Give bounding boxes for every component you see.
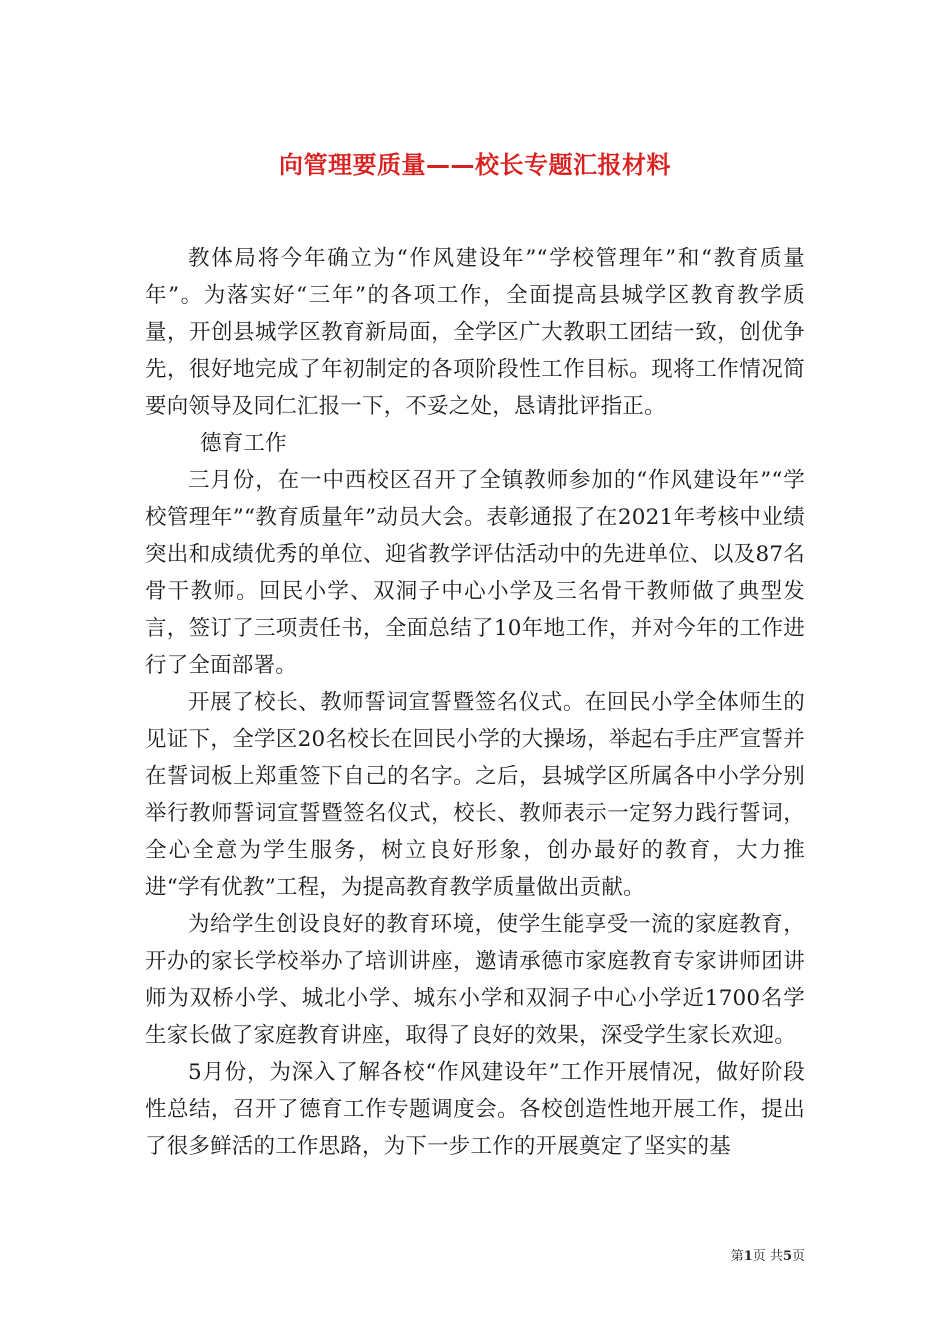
footer-suffix: 页 [791,1249,805,1264]
section-heading-moral-education: 德育工作 [200,431,287,456]
footer-prefix: 第 [730,1249,744,1264]
page-number-footer [700,1248,805,1266]
document-title: 向管理要质量——校长专题汇报材料 [279,151,671,180]
paragraph-may-meeting: 5月份，为深入了解各校“作风建设年”工作开展情况，做好阶段性总结，召开了德育工作专题调度会。各校创造性地开展工作，提出了很多鲜活的工作思路，为下一步工作的开展奠定了坚实的基 [145,1060,805,1159]
paragraph-oath-ceremony: 开展了校长、教师誓词宣誓暨签名仪式。在回民小学全体师生的见证下，全学区20名校长在回民小学的大操场，举起右手庄严宣誓并在誓词板上郑重签下自己的名字。之后，县城学区所属各中小学分别举行教师誓词宣誓暨签名仪式，校长、教师表示一定努力践行誓词，全心全意为学生服务，树立良好形象，创办最好的教育，大力推进“学有优教”工程，为提高教育教学质量做出贡献。 [145,690,805,900]
footer-middle: 页 共 [752,1249,783,1264]
footer-total-pages: 5 [782,1249,792,1264]
paragraph-march-meeting: 三月份，在一中西校区召开了全镇教师参加的“作风建设年”“学校管理年”“教育质量年”动员大会。表彰通报了在2021年考核中业绩突出和成绩优秀的单位、迎省教学评估活动中的先进单位、以及87名骨干教师。回民小学、双洞子中心小学及三名骨干教师做了典型发言，签订了三项责任书，全面总结了10年地工作，并对今年的工作进行了全面部署。 [145,468,805,678]
document-body [145,240,805,1165]
footer-current-page: 1 [743,1249,753,1264]
paragraph-intro: 教体局将今年确立为“作风建设年”“学校管理年”和“教育质量年”。为落实好“三年”的各项工作，全面提高县城学区教育教学质量，开创县城学区教育新局面，全学区广大教职工团结一致，创优争先，很好地完成了年初制定的各项阶段性工作目标。现将工作情况简要向领导及同仁汇报一下，不妥之处，恳请批评指正。 [145,246,805,419]
paragraph-parent-school: 为给学生创设良好的教育环境，使学生能享受一流的家庭教育，开办的家长学校举办了培训讲座，邀请承德市家庭教育专家讲师团讲师为双桥小学、城北小学、城东小学和双洞子中心小学近1700名学生家长做了家庭教育讲座，取得了良好的效果，深受学生家长欢迎。 [145,912,805,1048]
